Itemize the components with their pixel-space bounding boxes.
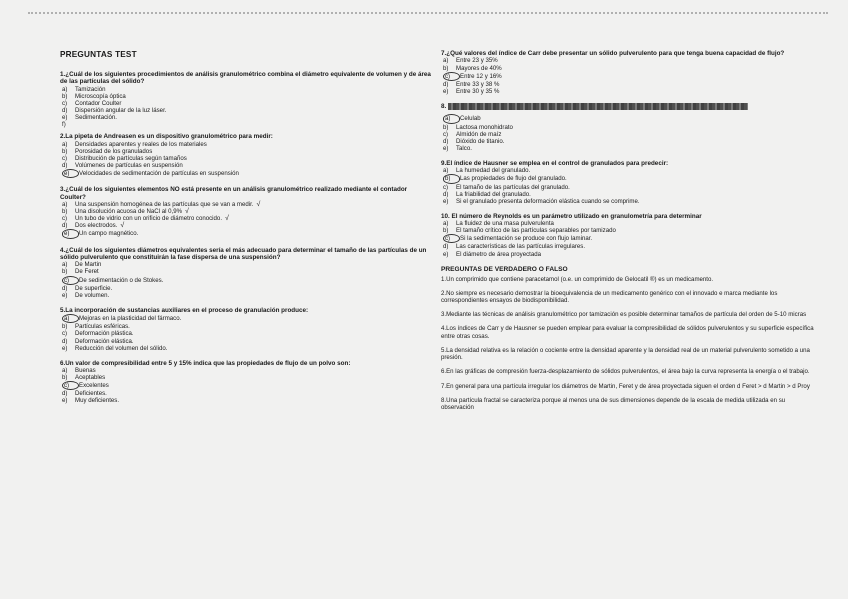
question-1 — [60, 71, 432, 128]
tf-statement-6: 6.En las gráficas de compresión fuerza-desplazamiento de sólidos pulverulentos, el área bajo la curva representa la energía o el trabajo. — [441, 368, 810, 376]
option-d: d) La friabilidad del granulado. — [443, 190, 531, 198]
question-10 — [441, 213, 816, 258]
options-list — [62, 86, 432, 129]
option-c: c) Deformación plástica. — [62, 330, 134, 338]
question-9 — [441, 160, 816, 205]
question-text: 2.La pipeta de Andreasen es un dispositivo granulométrico para medir: — [60, 133, 273, 141]
option-d: d) Las características de las partículas irregulares. — [443, 243, 586, 251]
options-list — [62, 261, 432, 298]
tf-statement-8: 8.Una partícula fractal se caracteriza porque al menos una de sus dimensiones depende de la escala de medida utilizada en su observación — [441, 396, 786, 411]
option-e: e) El diámetro de área proyectada — [443, 250, 542, 258]
options-list — [443, 57, 816, 94]
right-column — [441, 50, 816, 418]
option-b: b) El tamaño crítico de las partículas separables por tamizado — [443, 227, 616, 235]
tf-statement-5: 5.La densidad relativa es la relación o cociente entre la densidad aparente y la densidad real de un material pulverulento sometido a una presión. — [441, 346, 810, 362]
left-column — [60, 50, 432, 405]
option-a: a) Entre 23 y 35% — [443, 57, 498, 65]
option-a: a) La fluidez de una masa pulverulenta — [443, 220, 554, 228]
option-d: d) Entre 33 y 38 % — [443, 80, 500, 88]
tf-statement-2: 2.No siempre es necesario demostrar la bioequivalencia de un medicamento genérico con el innovado e marca mediante los correspondientes ensayos de biodisponibilidad. — [441, 289, 778, 305]
option-a: a) Tamización — [62, 85, 106, 93]
option-b: b) De Feret — [62, 268, 99, 276]
option-c: c) Distribución de partículas según tamaños — [62, 154, 187, 162]
options-list — [62, 367, 432, 404]
option-b: b) Partículas esféricas. — [62, 323, 130, 331]
option-d: d) Deformación elástica. — [62, 337, 134, 345]
question-6 — [60, 360, 432, 405]
options-list — [443, 167, 816, 204]
options-list — [62, 314, 432, 351]
question-text: 6.Un valor de compresibilidad entre 5 y 15% indica que las propiedades de flujo de un polvo son: — [60, 359, 351, 367]
section-title: PREGUNTAS TEST — [60, 50, 137, 59]
option-d: d) Dióxido de titanio. — [443, 137, 505, 145]
option-b: b) Mayores de 40% — [443, 64, 502, 72]
question-7 — [441, 50, 816, 95]
option-b: b) Aceptables — [62, 374, 106, 382]
option-a: a) De Martin — [62, 261, 102, 269]
option-d: d) Dos electrodos. √ — [62, 222, 125, 230]
option-a: a) Celulab — [445, 115, 481, 123]
question-4 — [60, 247, 432, 299]
question-8 — [441, 103, 816, 152]
option-b: b) Una disolución acuosa de NaCl al 0,9% √ — [62, 208, 189, 216]
option-e: e) Si el granulado presenta deformación elástica cuando se comprime. — [443, 197, 640, 205]
tf-statement-7: 7.En general para una partícula irregular los diámetros de Martin, Feret y de área proyectada siguen el orden d Feret > d Martin > d Proy — [441, 382, 810, 390]
options-list — [62, 141, 432, 178]
check-mark-icon: √ — [256, 201, 261, 209]
option-c: c) De sedimentación o de Stokes. — [64, 276, 164, 284]
options-list — [443, 220, 816, 257]
options-list — [62, 201, 432, 238]
option-f: f) — [62, 121, 66, 129]
true-false-title: PREGUNTAS DE VERDADERO O FALSO — [441, 265, 568, 273]
option-a: a) Densidades aparentes y reales de los materiales — [62, 140, 207, 148]
option-d: d) Deficientes. — [62, 390, 107, 398]
option-a: a) La humedad del granulado. — [443, 167, 531, 175]
question-text: 10. El número de Reynolds es un parámetro utilizado en granulometría para determinar — [441, 212, 702, 220]
option-a: a) Una suspensión homogénea de las partículas que se van a medir. √ — [62, 201, 261, 209]
option-a: a) Buenas — [62, 367, 96, 375]
question-text: 9.El índice de Hausner se emplea en el control de granulados para predecir: — [441, 159, 669, 167]
option-d: d) Dispersión angular de la luz láser. — [62, 107, 167, 115]
option-e: e) Reducción del volumen del sólido. — [62, 344, 168, 352]
option-c: c) Excelentes — [64, 382, 109, 390]
option-b: b) Las propiedades de flujo del granulado. — [445, 175, 567, 183]
option-e: e) Entre 30 y 35 % — [443, 87, 500, 95]
tf-statement-3: 3.Mediante las técnicas de análisis granulométrico por tamización es posible determinar tamaños de partícula del orden de 5-10 micras — [441, 311, 807, 319]
option-e: e) Talco. — [443, 144, 472, 152]
question-text: 5.La incorporación de sustancias auxiliares en el proceso de granulación produce: — [60, 306, 309, 314]
check-mark-icon: √ — [185, 208, 189, 216]
question-text: 7.¿Qué valores del índice de Carr debe presentar un sólido pulverulento para que tenga buena capacidad de flujo? — [441, 50, 785, 57]
option-b: b) Lactosa monohidrato — [443, 123, 513, 131]
tf-statement-4: 4.Los índices de Carr y de Hausner se pueden emplear para evaluar la compresibilidad de sólidos pulverulentos y su superficie específica entre otras cosas. — [441, 325, 814, 340]
option-d: d) Volúmenes de partículas en suspensión — [62, 162, 183, 170]
option-c: c) Contador Coulter — [62, 100, 122, 107]
question-5 — [60, 307, 432, 352]
option-e: e) De volumen. — [62, 291, 110, 299]
question-text: 3.¿Cuál de los siguientes elementos NO está presente en un análisis granulométrico realizado mediante el contador Coulter? — [60, 186, 408, 201]
question-3 — [60, 186, 432, 238]
option-e: e) Velocidades de sedimentación de partículas en suspensión — [64, 170, 239, 178]
option-e: e) Un campo magnético. — [64, 230, 139, 238]
check-mark-icon: √ — [120, 222, 125, 230]
question-text: 1.¿Cuál de los siguientes procedimientos de análisis granulométrico combina el diámetro equivalente de volumen y de área de las partículas del sólido? — [60, 71, 431, 86]
question-2 — [60, 133, 432, 178]
question-text: 8. — [441, 103, 816, 111]
option-c: c) Si la sedimentación se produce con flujo laminar. — [445, 235, 593, 243]
option-c: c) Un tubo de vidrio con un orificio de diámetro conocido. √ — [62, 215, 229, 223]
option-e: e) Sedimentación. — [62, 114, 118, 122]
option-c: c) Entre 12 y 16% — [445, 72, 502, 80]
option-e: e) Muy deficientes. — [62, 397, 120, 405]
scan-edge-dots — [28, 12, 828, 18]
question-text: 4.¿Cuál de los siguientes diámetros equivalentes sería el más adecuado para determinar el tamaño de las partículas de un sólido pulverulento que constituirán la fase dispersa de una suspensión? — [60, 246, 427, 261]
redacted-scribble — [448, 103, 748, 110]
options-list — [443, 114, 816, 151]
option-a: a) Mejoras en la plasticidad del fármaco. — [64, 315, 182, 323]
option-b: b) Porosidad de los granulados — [62, 147, 153, 155]
option-b: b) Microscopía óptica — [62, 92, 126, 100]
option-c: c) Almidón de maíz — [443, 130, 502, 138]
option-d: d) De superficie. — [62, 284, 113, 292]
tf-statement-1: 1.Un comprimido que contiene paracetamol (o.e. un comprimido de Gelocatil ®) es un medicamento. — [441, 275, 714, 283]
option-c: c) El tamaño de las partículas del granulado. — [443, 183, 570, 191]
check-mark-icon: √ — [225, 215, 229, 223]
